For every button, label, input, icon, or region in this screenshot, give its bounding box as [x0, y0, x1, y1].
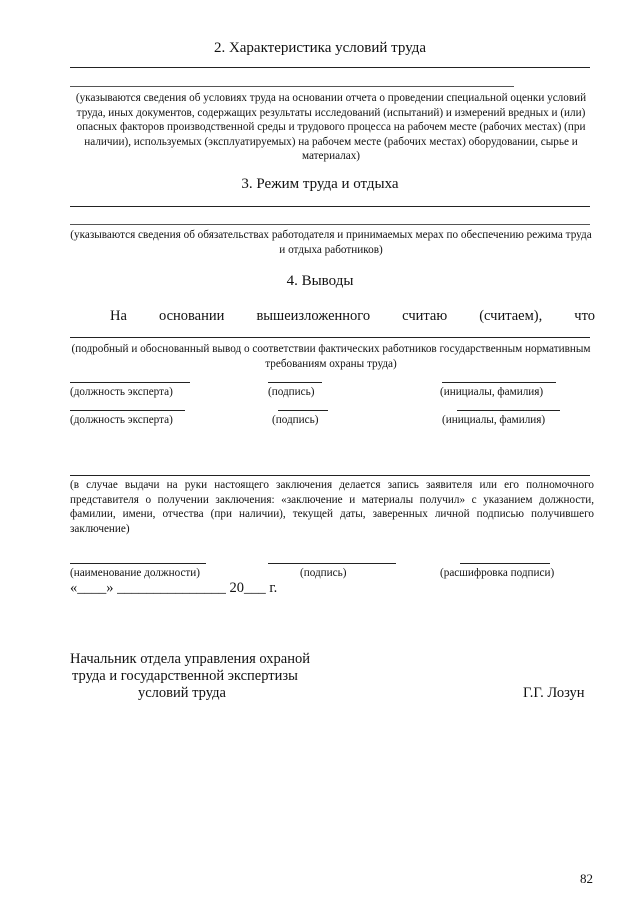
recipient-decoding-label: (расшифровка подписи)	[440, 567, 555, 579]
recipient-signature-label: (подпись)	[300, 567, 347, 579]
recipient-decoding-line	[460, 563, 550, 564]
expert-signature-label: (подпись)	[268, 386, 315, 398]
fill-line	[70, 86, 514, 87]
fill-line	[70, 475, 590, 476]
expert-name-line	[442, 382, 556, 383]
expert-signature-label: (подпись)	[272, 414, 319, 426]
official-title-line-2: труда и государственной экспертизы	[72, 668, 298, 684]
expert-position-line	[70, 410, 185, 411]
conclusion-word: основании	[158, 308, 225, 324]
conclusion-sentence	[110, 308, 595, 325]
fill-line	[70, 224, 590, 225]
expert-signature-line	[268, 382, 322, 383]
expert-signature-line	[278, 410, 328, 411]
conclusion-word: вышеизложенного	[256, 308, 371, 324]
conclusion-word: считаю	[402, 308, 448, 324]
official-title-line-3: условий труда	[138, 685, 226, 701]
official-title-line-1: Начальник отдела управления охраной	[70, 651, 310, 667]
expert-position-label: (должность эксперта)	[70, 414, 173, 426]
conclusion-word: что	[574, 308, 595, 324]
recipient-position-line	[70, 563, 206, 564]
expert-name-label: (инициалы, фамилия)	[440, 386, 544, 398]
fill-line	[70, 206, 590, 207]
expert-name-label: (инициалы, фамилия)	[442, 414, 546, 426]
recipient-position-label: (наименование должности)	[70, 567, 201, 579]
section-3-heading: 3. Режим труда и отдыха	[241, 176, 399, 192]
official-name: Г.Г. Лозун	[523, 685, 585, 701]
section-4-note: (подробный и обоснованный вывод о соответствии фактических работников государственным нормативным требованиям охраны труда)	[71, 343, 591, 370]
conclusion-word: (считаем),	[479, 308, 543, 324]
section-3-note: (указываются сведения об обязательствах работодателя и принимаемых мерах по обеспечению режима труда и отдыха работников)	[70, 229, 592, 256]
expert-name-line	[457, 410, 560, 411]
conclusion-word: На	[110, 308, 127, 324]
page-number: 82	[580, 871, 593, 886]
issuance-note: (в случае выдачи на руки настоящего заключения делается запись заявителя или его полномочного представителя о получении заключения: «заключение и материалы получил» с указанием должности, фамилии, имени, отчества (при наличии), текущей даты, заверенных личной подписью получившего заключение)	[70, 479, 594, 535]
expert-position-line	[70, 382, 190, 383]
section-4-heading: 4. Выводы	[286, 273, 354, 289]
date-line: «____» _______________ 20___ г.	[70, 580, 278, 596]
recipient-signature-line	[268, 563, 396, 564]
expert-position-label: (должность эксперта)	[70, 386, 173, 398]
section-2-note: (указываются сведения об условиях труда на основании отчета о проведении специальной оценки условий труда, иных документов, содержащих результаты исследований (испытаний) и измерений вредных и (или) опасных факторов производственной среды и трудового процесса на рабочем месте (рабочих местах) (при наличии), используемых (эксплуатируемых) на рабочем месте (рабочих местах) оборудовании, сырье и материалах)	[75, 92, 587, 162]
section-2-heading: 2. Характеристика условий труда	[213, 40, 427, 56]
fill-line	[70, 337, 590, 338]
fill-line	[70, 67, 590, 68]
